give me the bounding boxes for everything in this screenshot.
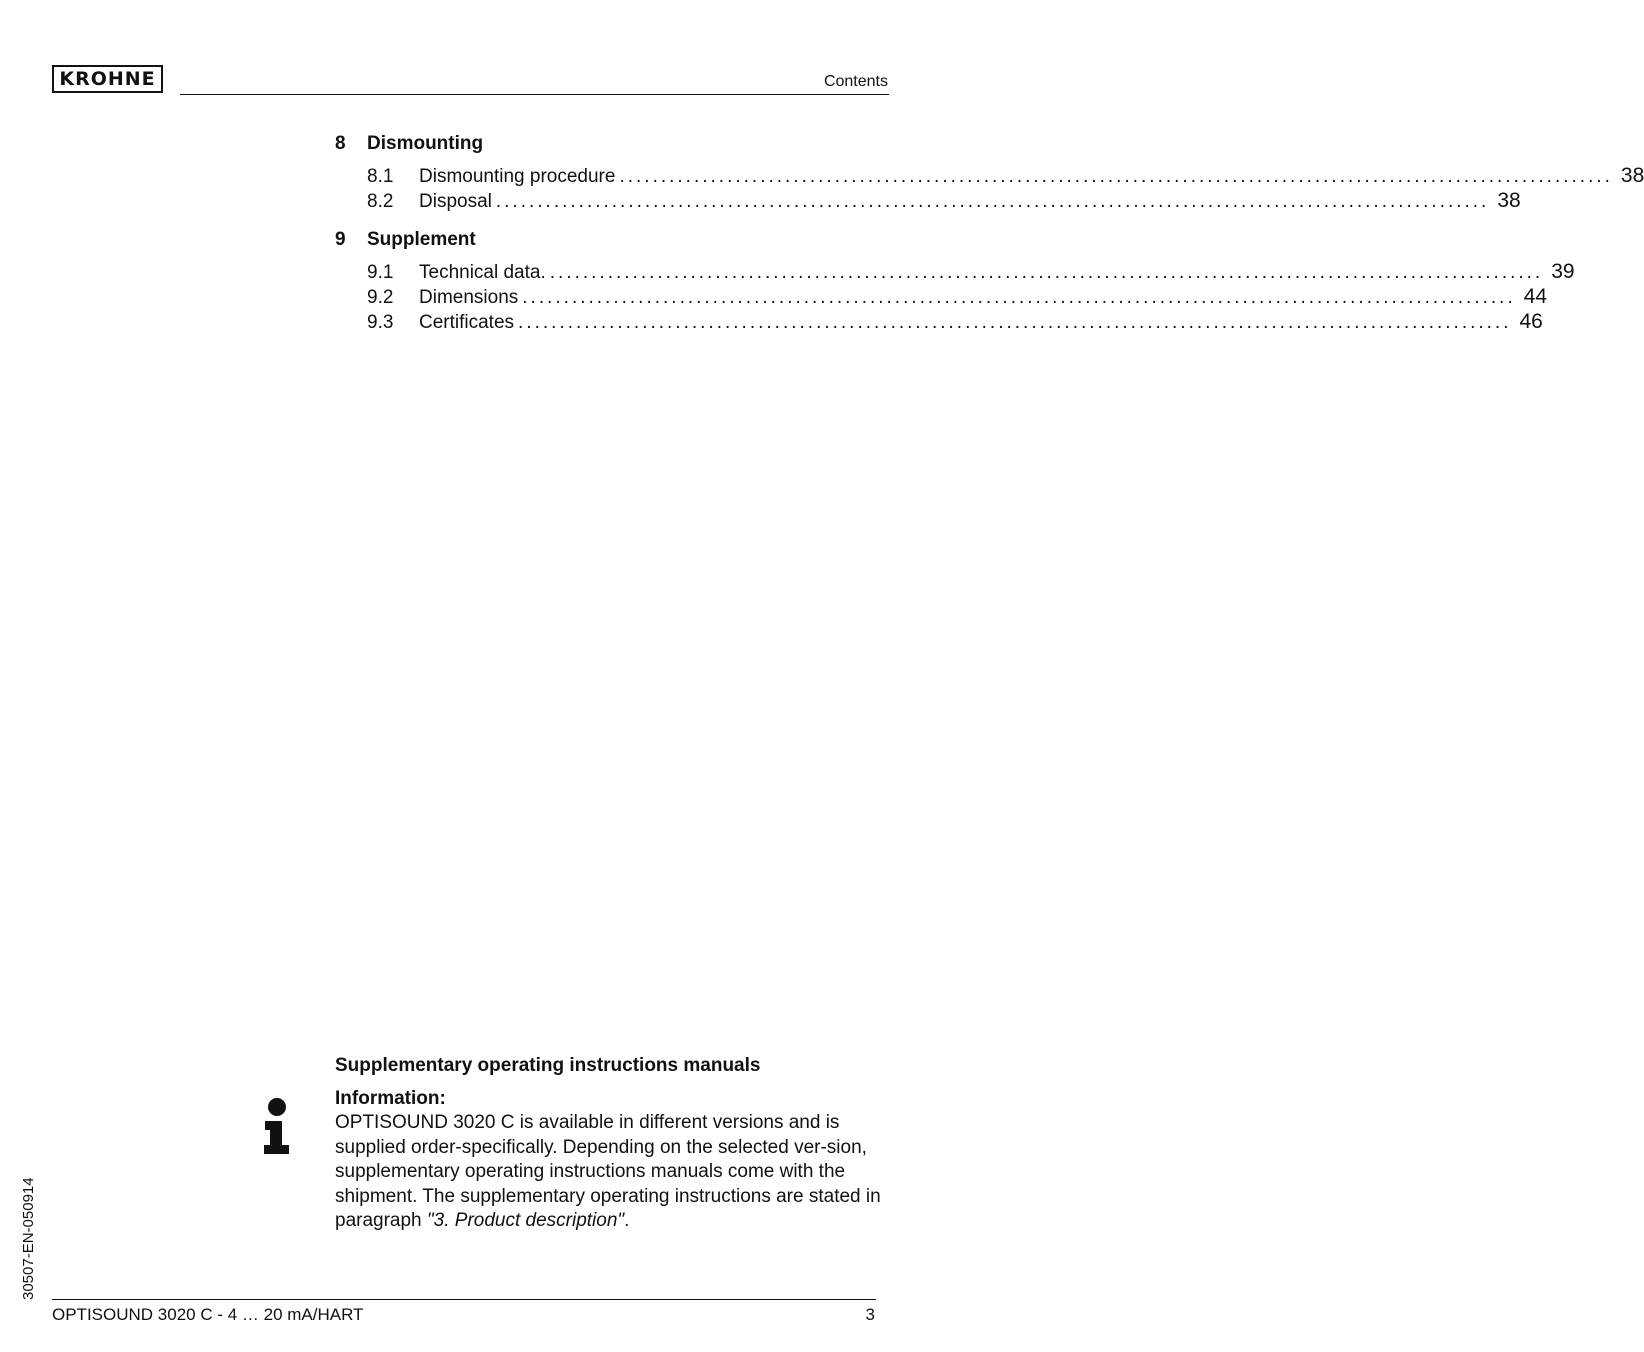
toc-entry-number: 9.2 (367, 287, 394, 308)
toc-section-heading (335, 132, 889, 156)
toc-entry-number: 8.1 (367, 166, 394, 187)
toc-entry-title: Technical data. (419, 262, 546, 283)
product-description-reference: "3. Product description" (426, 1210, 625, 1231)
toc-section-number: 8 (335, 133, 346, 154)
information-end: . (624, 1210, 630, 1231)
toc-section-title: Dismounting (367, 133, 484, 154)
toc-section-number: 9 (335, 229, 346, 250)
toc-section-supplement (335, 228, 1575, 335)
toc-entry-title: Dimensions (419, 287, 519, 308)
toc-dot-leader: ........................................................................................................................ (518, 312, 1512, 333)
supplementary-info-block (335, 1054, 895, 1234)
toc-entry[interactable] (335, 285, 1548, 310)
footer-product-name: OPTISOUND 3020 C - 4 … 20 mA/HART (52, 1305, 364, 1324)
document-code: 30507-EN-050914 (20, 1177, 37, 1300)
toc-entry-page: 39 (1551, 260, 1575, 283)
toc-entry-page: 38 (1620, 164, 1644, 187)
toc-section-dismounting (335, 132, 1644, 214)
info-icon (262, 1097, 292, 1155)
toc-entry-page: 44 (1523, 285, 1548, 308)
toc-dot-leader: ........................................................................................................................ (549, 262, 1544, 283)
toc-entry[interactable] (335, 260, 1575, 285)
header-rule (180, 94, 889, 95)
toc-entry-title: Disposal (419, 191, 492, 212)
header-section-label: Contents (823, 73, 888, 90)
krohne-logo: KROHNE (52, 65, 163, 93)
toc-dot-leader: ........................................................................................................................ (522, 287, 1516, 308)
toc-entry-page: 46 (1519, 310, 1543, 333)
toc-section-title: Supplement (367, 229, 476, 250)
toc-entry[interactable] (335, 310, 1543, 335)
supplementary-heading: Supplementary operating instructions manuals (335, 1055, 761, 1076)
toc-entry-page: 38 (1497, 189, 1521, 212)
toc-entry[interactable] (335, 164, 1644, 189)
information-label: Information: (335, 1088, 446, 1109)
information-body (335, 1111, 895, 1234)
toc-entry-number: 9.1 (367, 262, 394, 283)
toc-entry-title: Certificates (419, 312, 515, 333)
toc-entry[interactable] (335, 189, 1521, 214)
toc-entry-number: 9.3 (367, 312, 394, 333)
footer-page-number: 3 (865, 1305, 875, 1324)
toc-dot-leader: ........................................................................................................................ (619, 166, 1613, 187)
information-text: OPTISOUND 3020 C is available in different versions and is supplied order-specifically. Depending on the selected ver-sion, supplementary operating instructions manuals come with the shipment. The supplementary operating instructions are stated in paragraph (335, 1112, 881, 1231)
toc-entry-title: Dismounting procedure (419, 166, 616, 187)
toc-dot-leader: ........................................................................................................................ (495, 191, 1490, 212)
toc-entry-number: 8.2 (367, 191, 394, 212)
table-of-contents (335, 132, 1644, 349)
toc-section-heading (335, 228, 889, 252)
footer-rule (52, 1299, 876, 1300)
